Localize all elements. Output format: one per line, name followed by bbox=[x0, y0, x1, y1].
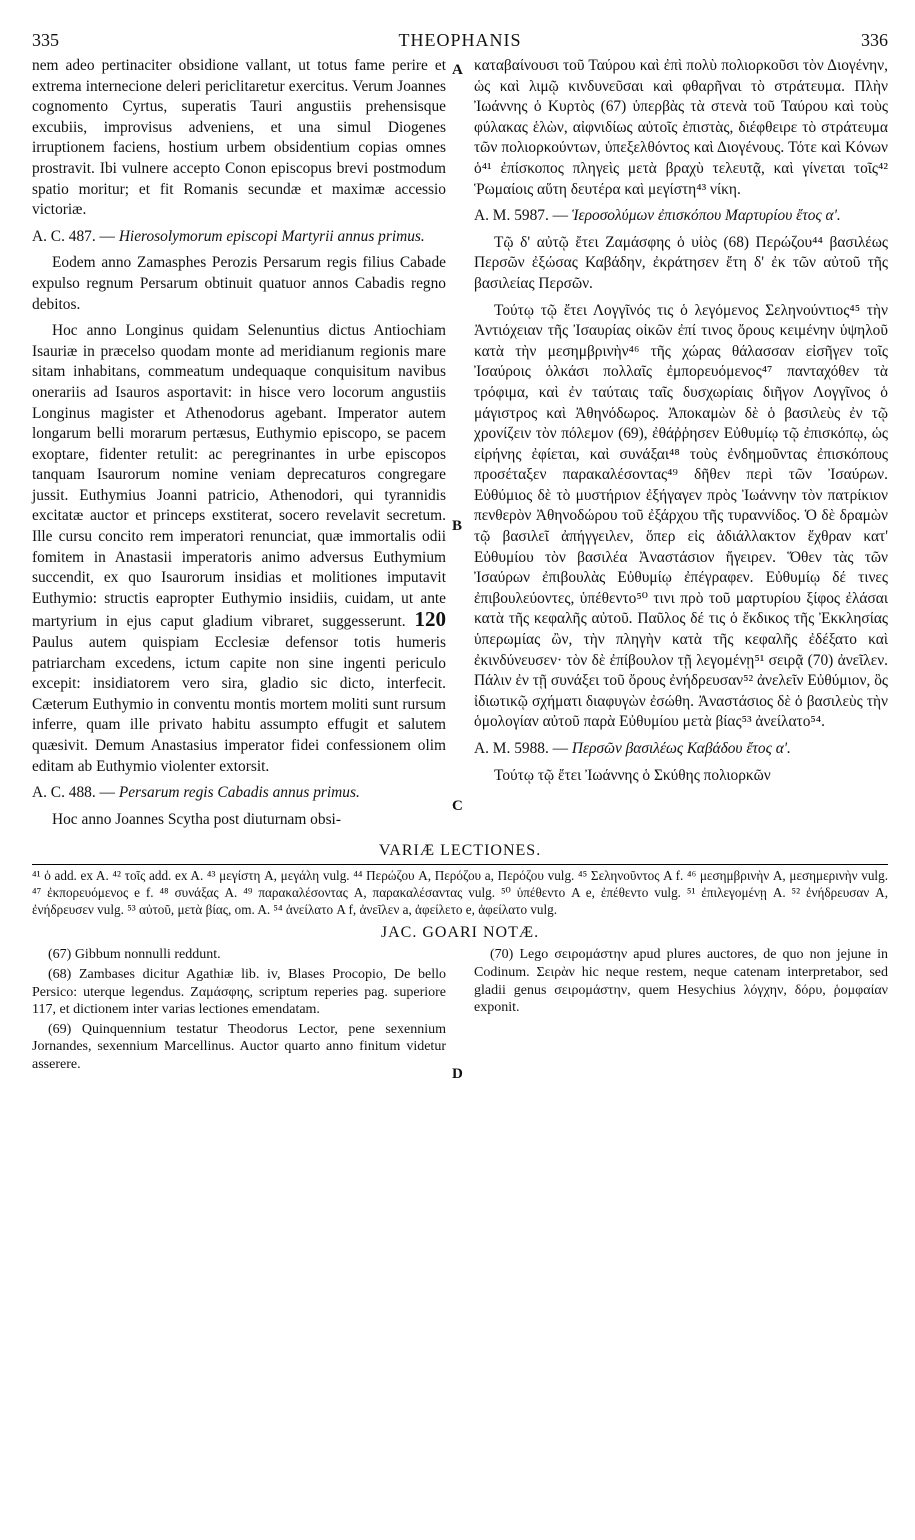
note-68: (68) Zambases dicitur Agathiæ lib. iv, Blases Procopio, De bello Persico: uterque legendus. Ζαμάσφης, scriptum reperies pag. superiore 117, et dictionem inter varias lectiones emendatam. bbox=[32, 966, 446, 1018]
latin-paragraph: Hoc anno Joannes Scytha post diuturnam obsi- bbox=[52, 810, 341, 828]
column-number: 120 bbox=[414, 607, 446, 632]
year-label: A. C. 487. — bbox=[32, 227, 115, 245]
note-69: (69) Quinquennium testatur Theodorus Lector, pene sexennium Jornandes, sexennium Marcellinus. Auctor quarto anno finitum videtur asserere. bbox=[32, 1021, 446, 1072]
variae-lectiones: ⁴¹ ὁ add. ex A. ⁴² τοῖς add. ex A. ⁴³ μεγίστη A, μεγάλη vulg. ⁴⁴ Περώζου A, Περόζου a, Περόζου vulg. ⁴⁵ Σεληνοῦντος A f. ⁴⁶ μεσημβρινὴν A, μεσημερινὴν vulg. ⁴⁷ ἐκπορευόμενος e f. ⁴⁸ συνάξας A. ⁴⁹ παρακαλέσοντας A, παρακαλέσαντας vulg. ⁵⁰ ὑπέθεντο A e, ἐπέθεντο vulg. ⁵¹ ἐπιλεγομένῃ A. ⁵² ἐνήδρευσαν A, ἐνήδρευσεν vulg. ⁵³ αὐτοῦ, μετὰ βίας, om. A. ⁵⁴ ἀνείλατο A f, ἀνεῖλεν a, ἀφείλετο e, ἀφείλατο vulg. bbox=[32, 864, 888, 918]
margin-letter-a: A bbox=[452, 62, 463, 78]
notes-right-column bbox=[474, 946, 888, 1075]
note-67: (67) Gibbum nonnulli reddunt. bbox=[48, 947, 221, 963]
latin-text: Paulus autem quispiam Ecclesiæ defensor totis humeris patriarcham excedens, ictum capite non sine ingenti periculo excepit: insidiatorem vero sira, gladio sic dicto, interfecit. Cæterum Euthymio in conventu montis mortem moliti sunt rursum inferre, quam ille privato habitu assumpto effugit et salutem quæsivit. Demum Anastasius imperator fidei confessionem olim editam ab Euthymio violenter extorsit. bbox=[32, 634, 446, 775]
greek-paragraph: Τούτῳ τῷ ἔτει Ἰωάννης ὁ Σκύθης πολιορκῶν bbox=[494, 766, 771, 784]
notae-title: JAC. GOARI NOTÆ. bbox=[380, 924, 540, 942]
notes bbox=[32, 946, 888, 1075]
greek-column bbox=[474, 56, 888, 836]
year-title: Ἱεροσολύμων ἐπισκόπου Μαρτυρίου ἔτος α'. bbox=[571, 207, 841, 225]
latin-year-heading bbox=[32, 227, 446, 248]
year-title: Περσῶν βασιλέως Καβάδου ἔτος α'. bbox=[571, 740, 791, 757]
margin-letter-c: C bbox=[452, 798, 463, 814]
greek-year-heading bbox=[474, 739, 888, 760]
latin-text: Hoc anno Longinus quidam Selenuntius dictus Antiochiam Isauriæ in præcelso quodam monte ad meridianum regionis mare sitam inhabitans, commeatum undequaque conquisitum navibus onerariis ad Isauros asportavit: in hisce vero locorum angustiis Longinus magister et Athenodorus agebant. Imperator autem longarum belli morarum pertæsus, Euthymio episcopo, se pacem exoptare, fidenter retulit: ac peregrinantes in urbe episcopos tanquam Isaurorum nomine veniam deprecaturos congregare jussit. Euthymius Joanni patricio, Athenodori, qui tyrannidis excitatæ auctor et princeps exstiterat, socero revelavit secretum. Ille cursu concito rem imperatori renunciat, quæ immortalis odii fomitem in Anastasii imperatoris animo adversus Euthymium succendit, ex quo Isaurorum insidias et molitiones imputavit Euthymio: structis eapropter Euthymio insidiis, cuidam, ut ante martyrium in ejus caput gladium vibraret, suggesserunt. bbox=[32, 322, 446, 631]
latin-year-heading bbox=[32, 783, 446, 804]
running-head bbox=[32, 30, 888, 56]
greek-paragraph: Τῷ δ' αὐτῷ ἔτει Ζαμάσφης ὁ υἱὸς (68) Περώζου⁴⁴ βασιλέως Περσῶν ἐξώσας Καβάδην, ἐκράτησεν ἔτη δ' ἐκ τῶν αὐτοῦ τῆς βασιλείας Περσῶν. bbox=[474, 233, 888, 292]
margin-letter-b: B bbox=[452, 518, 463, 534]
greek-year-heading bbox=[474, 206, 888, 227]
latin-paragraph bbox=[32, 321, 446, 777]
variae-lectiones-title: VARIÆ LECTIONES. bbox=[378, 842, 542, 860]
margin-letter-d: D bbox=[452, 1066, 463, 1082]
note-70: (70) Lego σειρομάστην apud plures auctores, de quo non jejune in Codinum. Σειρὰν hic neque restem, neque catenam interpretabor, sed gladii genus σειρομάστην, quem Hesychius λόγχην, δόρυ, ῥομφαίαν exponit. bbox=[474, 947, 888, 1016]
year-title: Hierosolymorum episcopi Martyrii annus primus. bbox=[118, 227, 425, 245]
greek-paragraph: Τούτῳ τῷ ἔτει Λογγῖνός τις ὁ λεγόμενος Σεληνούντιος⁴⁵ τὴν Ἀντιόχειαν τῆς Ἰσαυρίας οἰκῶν ἐπί τινος ὄρους κειμένην ὑψηλοῦ κατὰ τὴν μεσημβρινὴν⁴⁶ τῆς χώρας θάλασσαν εἰσῆγεν τοῖς Ἰσαύροις ὁλκάσι πολλαῖς ἐμπορευόμενος⁴⁷ πανταχόθεν τὰ τρόφιμα, καὶ ἐν ταύταις ταῖς δυσχωρίαις διῆγον Λογγῖνος ὁ μάγιστρος καὶ Ἀθηνόδωρος. Ἀποκαμὼν δὲ ὁ βασιλεὺς ἐν τῷ χρονίζειν τὸν πόλεμον (69), ἐθάῤῥησεν Εὐθυμίῳ τῷ ἐπισκόπῳ, ὡς εἰρήνης ἐφίεται, καὶ συνάξαι⁴⁸ τοὺς ἐνδημοῦντας ἐπισκόπους προσέταξεν παρακαλέσοντας⁴⁹ δῆθεν περὶ τῶν Ἰσαύρων. Εὐθύμιος δὲ τὸ μυστήριον ἐξήγαγεν πρὸς Ἰωάννην τὸν πατρίκιον πενθερὸν Ἀθηνοδώρου τοῦ ἐξάρχου τῆς τυραννίδος. Ὁ δὲ δραμὼν τῷ βασιλεῖ ἀπήγγειλεν, ὅπερ εἰς ἀδιάλλακτον ἔχθραν κατ' Εὐθυμίου τὸν βασιλέα Ἀναστάσιον ἤγειρεν. Ὅθεν τὰς τῶν Ἰσαύρων ἐπιβουλὰς Εὐθυμίῳ ἐπέγραφεν. Εὐθυμίῳ δέ τινες ἐπιβουλεύοντες, ὑπέθεντο⁵⁰ τινι πρὸ τοῦ μαρτυρίου ξίφος ἐλάσαι κατὰ τῆς κεφαλῆς αὐτοῦ. Παῦλος δέ τις ὁ ἔκδικος τῆς Ἐκκλησίας ὑπερωμίας ὢν, τὴν πληγὴν κατὰ τῆς κεφαλῆς ἐδέξατο καὶ ἐκινδύνευσεν· τὸν δὲ ἐπίβουλον τῇ λεγομένῃ⁵¹ σειρᾷ (70) ἀνεῖλεν. Πάλιν ἐν τῇ συνάξει τοῦ ὄρους ἐνήδρευσαν⁵² ἀνελεῖν Εὐθύμιον, ὃς ἰδιωτικῷ σχήματι διαφυγὼν ἐσώθη. Ἀναστάσιος δὲ ὁ βασιλεὺς τὴν ὁμολογίαν αὐτοῦ παρὰ Εὐθυμίου μετὰ βίας⁵³ ἀνείλατο⁵⁴. bbox=[474, 301, 888, 731]
running-title: THEOPHANIS bbox=[398, 30, 522, 50]
year-label: A. C. 488. — bbox=[32, 784, 115, 802]
latin-column bbox=[32, 56, 446, 836]
latin-paragraph: nem adeo pertinaciter obsidione vallant, ut totus fame perire et extrema internecione deleri periclitaretur exercitus. Verum Joannes cognomento Cyrtus, superatis Tauri angustiis prehensisque excubiis, improvisus adveniens, et una simul Diogenes irruptionem faciens, hostium urbem obsidentium copias omnes prostravit. Ibi vulnere accepto Conon episcopus brevi postmodum spatio moritur; et fit Romanis secundæ et maximæ accessio victoriæ. bbox=[32, 57, 446, 219]
latin-paragraph: Eodem anno Zamasphes Perozis Persarum regis filius Cabade expulso regnum Persarum obtinuit quatuor annos Cabadis regno debitos. bbox=[32, 254, 446, 313]
year-label: A. M. 5987. — bbox=[474, 207, 569, 225]
right-page-number: 336 bbox=[860, 30, 888, 50]
year-label: A. M. 5988. — bbox=[474, 740, 569, 757]
greek-paragraph: καταβαίνουσι τοῦ Ταύρου καὶ ἐπὶ πολὺ πολιορκοῦσι τὸν Διογένην, ὡς καὶ λιμῷ κινδυνεῦσαι καὶ φθαρῆναι τὸ στράτευμα. Πλὴν Ἰωάννης ὁ Κυρτὸς (67) ὑπερβὰς τὰ στενὰ τοῦ Ταύρου καὶ τοὺς φύλακας ἑλὼν, αἰφνιδίως αὐτοῖς ἐπιστὰς, διέφθειρε τὸ στράτευμα τῶν πολιορκούντων, ὑπεξελθόντος καὶ Διογένους. Τότε καὶ Κόνων ὁ⁴¹ ἐπίσκοπος πληγεὶς μετὰ βραχὺ τελευτᾷ, καὶ γίνεται τοῖς⁴² Ῥωμαίοις αὕτη δευτέρα καὶ μεγίστη⁴³ νίκη. bbox=[474, 57, 888, 198]
notes-left-column bbox=[32, 946, 446, 1075]
year-title: Persarum regis Cabadis annus primus. bbox=[118, 784, 360, 802]
page bbox=[32, 30, 888, 1082]
left-page-number: 335 bbox=[32, 30, 59, 50]
